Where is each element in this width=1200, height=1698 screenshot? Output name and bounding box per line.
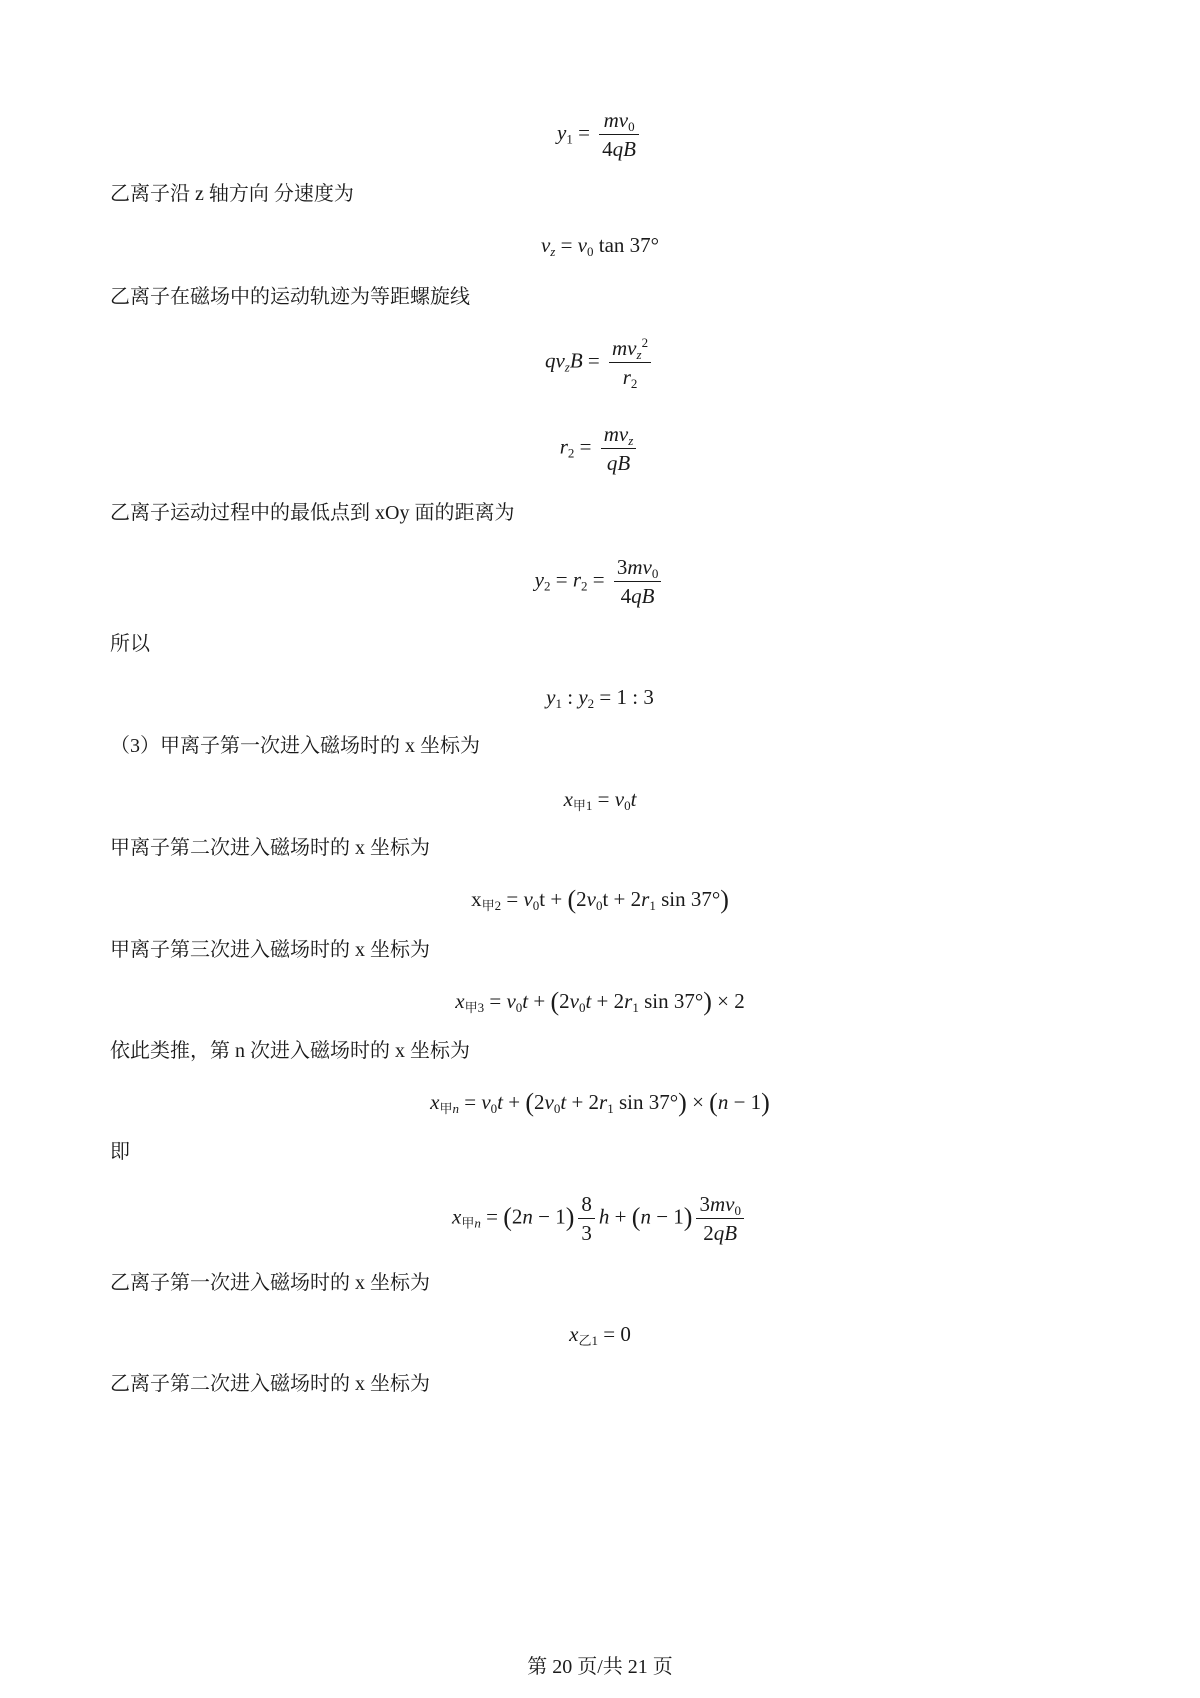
equation-y2: $y_2 = r_2$ = $\frac{3mv_0}{4qB}$ — [0, 553, 1200, 610]
paragraph: 所以 — [110, 633, 150, 655]
page-footer: 第 20 页/共 21 页 — [527, 1656, 673, 1678]
equation-y1: $y_1$ = $\frac{mv_0}{4qB}$ — [0, 106, 1200, 163]
equation-ratio: $y_1$ : $y_2 = 1$ : 3 — [546, 685, 654, 711]
fraction: $\frac{mv_0}{4qB}$ — [599, 106, 639, 163]
equation-x-jia-n-simplified: $x_{甲n} = (2n - 1)$ $\frac{8}{3}$ h + (n − 1) $\frac{3mv_0}{2qB}$ — [0, 1190, 1200, 1247]
equation-lorentz-force: $qv_zB$ = $\frac{mv_z^2}{r_2}$ — [0, 334, 1200, 391]
fraction: $\frac{3mv_0}{4qB}$ — [614, 553, 662, 610]
equation-x-jia-1: $x_{甲1} = v_0t$ — [563, 787, 637, 813]
paragraph: 乙离子运动过程中的最低点到 xOy 面的距离为 — [110, 502, 515, 524]
paragraph: 乙离子在磁场中的运动轨迹为等距螺旋线 — [110, 286, 470, 308]
equation-x-jia-3: $x_{甲3} = v_0t + (2v_0t + 2r_1$ sin 37°) × 2 — [455, 987, 745, 1016]
paragraph: （3）甲离子第一次进入磁场时的 x 坐标为 — [110, 735, 480, 757]
paragraph: 即 — [110, 1141, 130, 1163]
equation-vz: $v_z = v_0$ tan 37° — [540, 233, 660, 259]
equation-x-jia-2: $x_{甲2} = v_0t + (2v_0t + 2r_1$ sin 37°) — [471, 885, 729, 914]
paragraph: 乙离子第二次进入磁场时的 x 坐标为 — [110, 1373, 430, 1395]
equation-x-jia-n: $x_{甲n} = v_0t + (2v_0t + 2r_1$ sin 37°) × (n − 1) — [430, 1088, 770, 1117]
fraction: $\frac{mv_z^2}{r_2}$ — [609, 334, 651, 391]
paragraph: 乙离子沿 z 轴方向 分速度为 — [110, 183, 354, 205]
paragraph: 依此类推，第 n 次进入磁场时的 x 坐标为 — [110, 1040, 470, 1062]
fraction: $\frac{3mv_0}{2qB}$ — [696, 1190, 744, 1247]
paragraph: 乙离子第一次进入磁场时的 x 坐标为 — [110, 1272, 430, 1294]
paragraph: 甲离子第三次进入磁场时的 x 坐标为 — [110, 939, 430, 961]
fraction: $\frac{8}{3}$ — [578, 1190, 595, 1247]
fraction: $\frac{mv_z}{qB}$ — [601, 420, 637, 477]
paragraph: 甲离子第二次进入磁场时的 x 坐标为 — [110, 837, 430, 859]
equation-r2: $r_2$ = $\frac{mv_z}{qB}$ — [0, 420, 1200, 477]
equation-x-yi-1: $x_{乙1} = 0$ — [569, 1322, 631, 1348]
